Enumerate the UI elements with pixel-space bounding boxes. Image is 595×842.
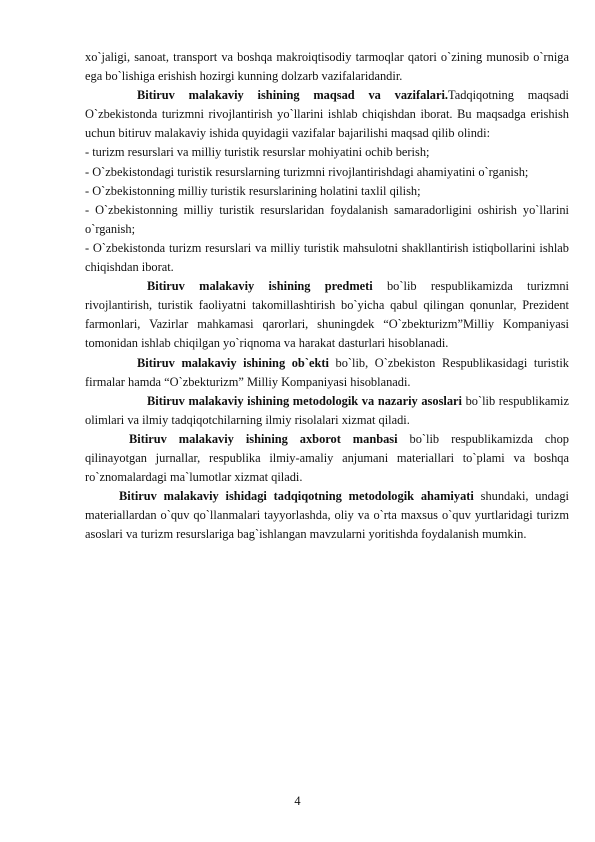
- paragraph-heading: Bitiruv malakaviy ishining axborot manbasi: [129, 431, 398, 446]
- paragraph-text: shundaki, undagi materiallardan o`quv qo`llanmalari tayyorlashda, oliy va o`rta maxsus o`quv yurtlaridagi turizm asoslari va turizm resurslariga bag`ishlangan mavzularni yoritishda foydalanish mumkin.: [85, 489, 570, 542]
- paragraph-text: bo`lib respublikamiz olimlari va ilmiy tadqiqotchilarning ilmiy risolalari xizmat qiladi.: [85, 393, 569, 427]
- list-item-text: - O`zbekistonning milliy turistik resurslarining holatini taxlil qilish;: [85, 183, 421, 198]
- paragraph-significance: [85, 487, 569, 544]
- list-item-text: - O`zbekistonning milliy turistik resurslaridan foydalanish samaradorligini oshirish yo`llarini o`rganish;: [85, 202, 569, 236]
- paragraph-text: bo`lib respublikamizda chop qilinayotgan jurnallar, respublika ilmiy-amaliy anjumani materiallari to`plami va boshqa ro`znomalardagi ma`lumotlar xizmat qiladi.: [85, 431, 569, 485]
- list-item: [85, 182, 569, 201]
- paragraph-sources: [85, 430, 569, 487]
- list-item: [85, 143, 569, 162]
- list-item-text: - O`zbekistondagi turistik resurslarning turizmni rivojlantirishdagi ahamiyatini o`rganish;: [85, 164, 529, 179]
- page-number: 4: [294, 794, 301, 808]
- paragraph-heading: Bitiruv malakaviy ishining predmeti: [147, 279, 373, 294]
- paragraph-heading: Bitiruv malakaviy ishining maqsad va vazifalari.: [137, 88, 448, 103]
- list-item: [85, 163, 569, 182]
- paragraph-text: Tadqiqotning maqsadi O`zbekistonda turizmni rivojlantirish yo`llarini ishlab chiqishdan iborat. Bu maqsadga erishish uchun bitiruv malakaviy ishida quyidagii vazifalar bajarilishi maqsad qilib olindi:: [85, 88, 569, 141]
- paragraph-heading: Bitiruv malakaviy ishidagi tadqiqotning metodologik ahamiyati: [119, 489, 474, 504]
- list-item-text: - turizm resurslari va milliy turistik resurslar mohiyatini ochib berish;: [85, 145, 430, 160]
- paragraph-text: bo`lib respublikamizda turizmni rivojlantirish, turistik faoliyatni takomillashtirish bo`yicha qabul qilingan qonunlar, Prezident farmonlari, Vazirlar mahkamasi qarorlari, shuningdek “O`zbekturizm”Milliy Kompaniyasi tomonidan ishlab chiqilgan yo`riqnoma va harakat dasturlari hisoblanadi.: [85, 279, 569, 351]
- paragraph-subject: [85, 277, 569, 353]
- paragraph-object: [85, 354, 569, 392]
- list-item: [85, 201, 569, 239]
- list-item-text: - O`zbekistonda turizm resurslari va milliy turistik mahsulotni shakllantirish istiqbollarini ishlab chiqishdan iborat.: [85, 240, 569, 275]
- paragraph-intro-continuation: [85, 48, 569, 86]
- paragraph-text: bo`lib, O`zbekiston Respublikasidagi turistik firmalar hamda “O`zbekturizm” Milliy Kompaniyasi hisoblanadi.: [85, 355, 569, 389]
- paragraph-heading: Bitiruv malakaviy ishining ob`ekti: [137, 355, 329, 370]
- paragraph-text: xo`jaligi, sanoat, transport va boshqa makroiqtisodiy tarmoqlar qatori o`zining munosib o`rniga ega bo`lishiga erishish hozirgi kunning dolzarb vazifalaridandir.: [85, 50, 569, 84]
- paragraph-methodology: [85, 392, 569, 430]
- paragraph-heading: Bitiruv malakaviy ishining metodologik va nazariy asoslari: [147, 393, 462, 408]
- document-page: [85, 48, 569, 544]
- list-item: [85, 239, 569, 277]
- paragraph-goals: [85, 86, 569, 143]
